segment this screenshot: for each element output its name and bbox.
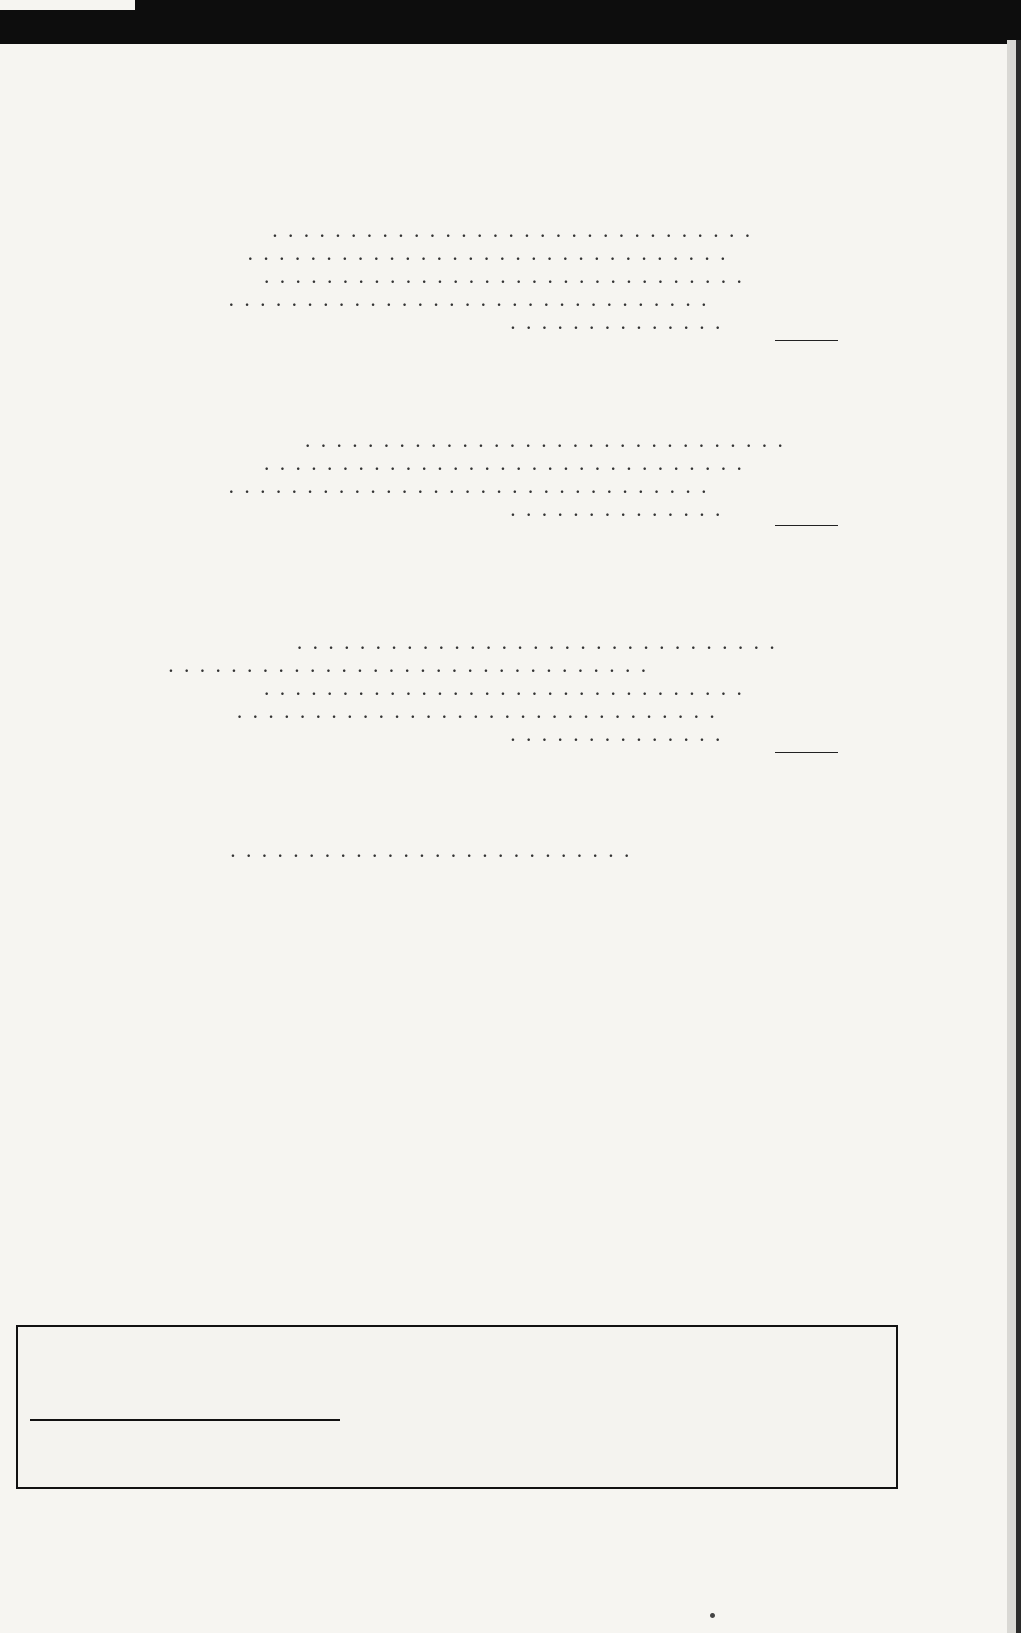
leader-dots: . . . . . . . . . . . . . . . . . . . . . . . . . . . . . . . xyxy=(248,247,729,264)
cost-row xyxy=(101,247,811,269)
cost-row xyxy=(101,480,811,502)
total-rule xyxy=(775,752,838,753)
cost-row xyxy=(101,434,811,456)
leader-dots: . . . . . . . . . . . . . . xyxy=(511,316,724,333)
leader-dots: . . . . . . . . . . . . . . xyxy=(511,728,724,745)
leader-dots: . . . . . . . . . . . . . . . . . . . . . . . . . . . . . . . xyxy=(169,659,650,676)
leader-dots: . . . . . . . . . . . . . . . . . . . . . . . . . . xyxy=(231,844,633,861)
article-43-price-row xyxy=(101,844,811,866)
leader-dots: . . . . . . . . . . . . . . . . . . . . . . . . . . . . . . . xyxy=(237,705,718,722)
cost-row xyxy=(101,503,811,525)
cost-row xyxy=(101,270,811,292)
scan-speck xyxy=(710,1613,715,1618)
ad-brand-block xyxy=(18,1327,348,1487)
leader-dots: . . . . . . . . . . . . . . . . . . . . . . . . . . . . . . . xyxy=(297,636,778,653)
cost-row xyxy=(101,457,811,479)
leader-dots: . . . . . . . . . . . . . . . . . . . . . . . . . . . . . . . xyxy=(229,480,710,497)
cost-row xyxy=(101,728,811,750)
scan-top-border xyxy=(0,0,1021,44)
cost-row xyxy=(101,659,811,681)
cost-row xyxy=(101,316,811,338)
neutrolith-advertisement xyxy=(16,1325,898,1489)
ad-text-block xyxy=(353,1327,893,1487)
cost-row xyxy=(101,636,811,658)
ad-divider xyxy=(30,1419,340,1421)
leader-dots: . . . . . . . . . . . . . . . . . . . . . . . . . . . . . . . xyxy=(264,270,746,287)
total-rule xyxy=(775,525,838,526)
leader-dots: . . . . . . . . . . . . . . xyxy=(511,503,724,520)
leader-dots: . . . . . . . . . . . . . . . . . . . . . . . . . . . . . . . xyxy=(229,293,710,310)
leader-dots: . . . . . . . . . . . . . . . . . . . . . . . . . . . . . . . xyxy=(264,682,746,699)
cost-row xyxy=(101,682,811,704)
total-rule xyxy=(775,340,838,341)
scan-right-edge-dark xyxy=(1016,40,1021,1633)
leader-dots: . . . . . . . . . . . . . . . . . . . . . . . . . . . . . . . xyxy=(273,224,754,241)
cost-row xyxy=(101,705,811,727)
cost-row xyxy=(101,293,811,315)
leader-dots: . . . . . . . . . . . . . . . . . . . . . . . . . . . . . . . xyxy=(264,457,746,474)
cost-row xyxy=(101,224,811,246)
scan-top-notch xyxy=(0,0,135,10)
leader-dots: . . . . . . . . . . . . . . . . . . . . . . . . . . . . . . . xyxy=(305,434,787,451)
